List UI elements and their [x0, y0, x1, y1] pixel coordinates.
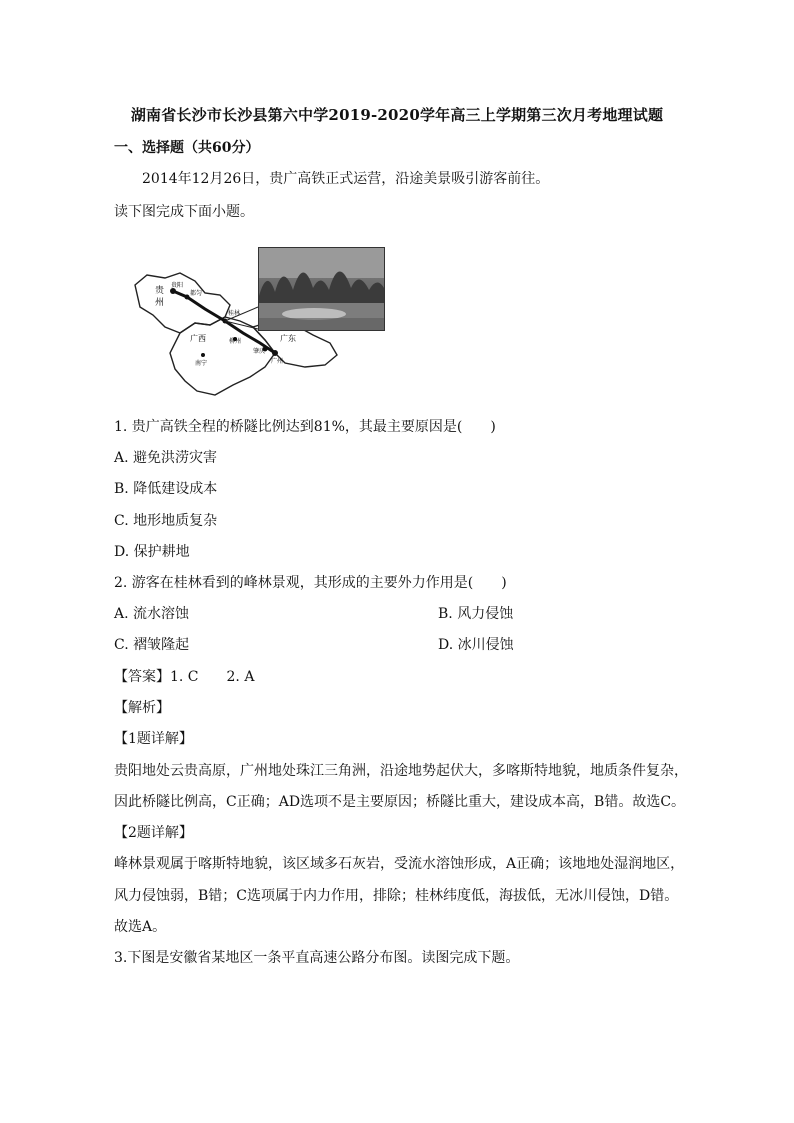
detail-1-line-2: 因此桥隧比例高，C正确；AD选项不是主要原因；桥隧比重大，建设成本高，B错。故选C。 [114, 794, 686, 810]
label-guizhou-1: 贵 [155, 286, 165, 296]
analysis-label: 【解析】 [114, 700, 170, 716]
question-3-intro: 3.下图是安徽省某地区一条平直高速公路分布图。读图完成下题。 [114, 950, 520, 966]
label-guangdong: 广东 [280, 334, 296, 343]
label-guilin: 桂林 [228, 310, 241, 317]
label-guizhou-2: 州 [155, 298, 165, 308]
label-guiyang: 贵阳 [171, 282, 184, 289]
question-2-option-b: B. 风力侵蚀 [438, 606, 514, 622]
instruction-text: 读下图完成下面小题。 [114, 204, 254, 220]
detail-2-line-2: 风力侵蚀弱，B错；C选项属于内力作用，排除；桂林纬度低，海拔低，无冰川侵蚀，D错。 [114, 888, 679, 904]
question-2-stem: 2. 游客在桂林看到的峰林景观，其形成的主要外力作用是( ) [114, 575, 507, 591]
page-title: 湖南省长沙市长沙县第六中学2019-2020学年高三上学期第三次月考地理试题 [130, 106, 664, 124]
question-1-option-b: B. 降低建设成本 [114, 481, 218, 497]
question-1-option-d: D. 保护耕地 [114, 544, 190, 560]
question-2-option-a: A. 流水溶蚀 [114, 606, 190, 622]
question-1-option-a: A. 避免洪涝灾害 [114, 450, 218, 466]
label-liuzhou: 柳州 [229, 338, 242, 345]
detail-2-label: 【2题详解】 [114, 825, 193, 841]
karst-landscape-photo [258, 247, 385, 331]
label-nanning: 南宁 [195, 360, 208, 367]
section-heading: 一、选择题（共60分） [114, 140, 260, 156]
label-guangzhou: 广州 [271, 358, 284, 365]
detail-1-line-1: 贵阳地处云贵高原，广州地处珠江三角洲，沿途地势起伏大，多喀斯特地貌，地质条件复杂， [114, 763, 688, 779]
answer-line: 【答案】1. C 2. A [114, 669, 255, 685]
label-duyun: 都匀 [190, 290, 203, 297]
label-guangxi: 广西 [190, 334, 206, 343]
question-1-stem: 1. 贵广高铁全程的桥隧比例达到81%，其最主要原因是( ) [114, 419, 496, 435]
question-2-option-c: C. 褶皱隆起 [114, 637, 190, 653]
label-zhaoqing: 肇庆 [253, 348, 266, 355]
detail-2-line-1: 峰林景观属于喀斯特地貌，该区域多石灰岩，受流水溶蚀形成，A正确；该地地处湿润地区， [114, 856, 685, 872]
karst-peaks-icon [259, 248, 384, 330]
detail-1-label: 【1题详解】 [114, 731, 193, 747]
question-1-option-c: C. 地形地质复杂 [114, 513, 218, 529]
intro-text: 2014年12月26日，贵广高铁正式运营，沿途美景吸引游客前往。 [142, 171, 550, 187]
question-2-option-d: D. 冰川侵蚀 [438, 637, 514, 653]
detail-2-line-3: 故选A。 [114, 919, 167, 935]
